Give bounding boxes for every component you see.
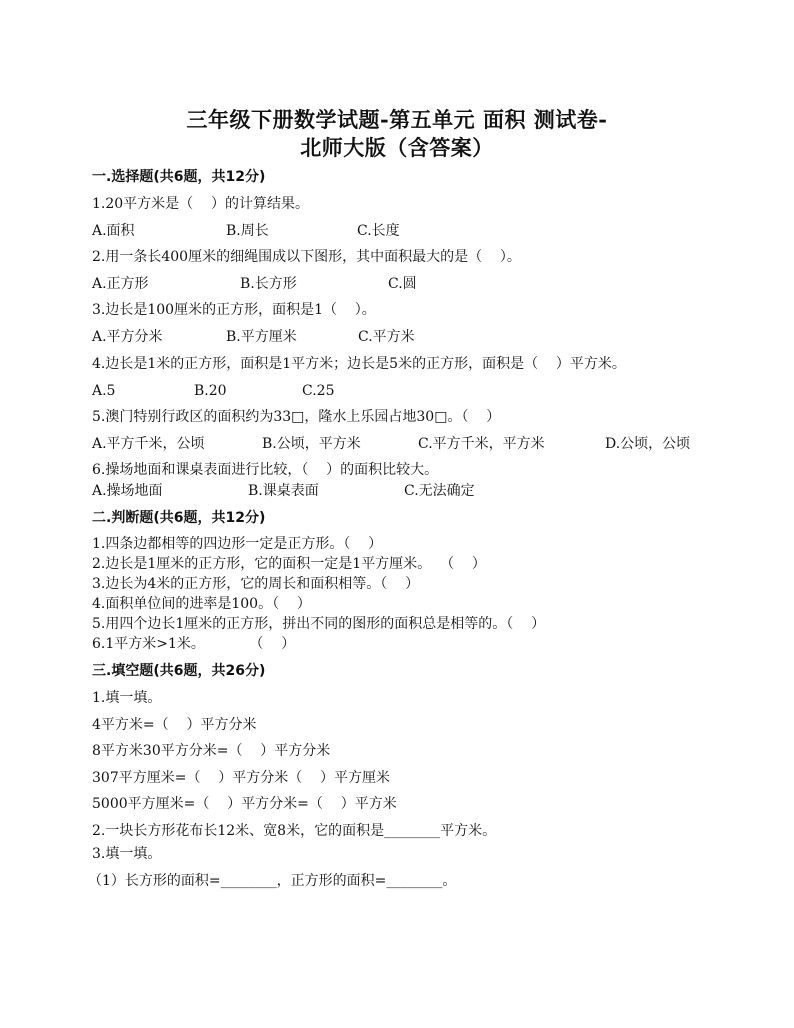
option-d: D.公顷，公顷 — [605, 436, 691, 452]
option-b: B.公顷，平方米 — [262, 436, 361, 452]
option-b: B.周长 — [226, 223, 269, 239]
question-text: 2.用一条长400厘米的细绳围成以下图形，其中面积最大的是（ ）。 — [92, 249, 521, 265]
option-b: B.20 — [194, 383, 227, 399]
judgement-item: 2.边长是1厘米的正方形，它的面积一定是1平方厘米。 （ ） — [92, 556, 486, 572]
question-text: 6.操场地面和课桌表面进行比较，（ ）的面积比较大。 — [92, 462, 439, 478]
option-b: B.平方厘米 — [226, 329, 297, 345]
question-text: 5.澳门特别行政区的面积约为33□，隆水上乐园占地30□。（ ） — [92, 409, 501, 425]
fill-item: 307平方厘米=（ ）平方分米（ ）平方厘米 — [92, 770, 391, 786]
option-c: C.圆 — [388, 276, 417, 292]
section-heading-choice: 一.选择题(共6题，共12分) — [92, 169, 266, 185]
option-a: A.平方千米，公顷 — [92, 436, 205, 452]
option-c: C.平方千米，平方米 — [418, 436, 545, 452]
exam-title-line2: 北师大版（含答案） — [300, 135, 494, 160]
judgement-item: 4.面积单位间的进率是100。（ ） — [92, 596, 311, 612]
judgement-item: 3.边长为4米的正方形，它的周长和面积相等。（ ） — [92, 576, 420, 592]
question-text: 3.边长是100厘米的正方形，面积是1（ ）。 — [92, 302, 376, 318]
option-a: A.操场地面 — [92, 483, 163, 499]
option-c: C.长度 — [357, 223, 400, 239]
fill-item: 4平方米=（ ）平方分米 — [92, 717, 257, 733]
question-text: 1.填一填。 — [92, 690, 162, 706]
question-text: 4.边长是1米的正方形，面积是1平方米；边长是5米的正方形，面积是（ ）平方米。 — [92, 356, 626, 372]
option-c: C.无法确定 — [404, 483, 475, 499]
fill-item: 5000平方厘米=（ ）平方分米=（ ）平方米 — [92, 796, 397, 812]
fill-item: 8平方米30平方分米=（ ）平方分米 — [92, 743, 331, 759]
option-c: C.25 — [302, 383, 335, 399]
option-b: B.长方形 — [240, 276, 297, 292]
judgement-item: 6.1平方米>1米。 （ ） — [92, 636, 296, 652]
option-a: A.正方形 — [92, 276, 149, 292]
question-text: 1.20平方米是（ ）的计算结果。 — [92, 196, 309, 212]
option-c: C.平方米 — [358, 329, 415, 345]
option-a: A.面积 — [92, 223, 135, 239]
section-heading-fill: 三.填空题(共6题，共26分) — [92, 663, 266, 679]
exam-title-line1: 三年级下册数学试题-第五单元 面积 测试卷- — [186, 107, 608, 132]
option-a: A.平方分米 — [92, 329, 163, 345]
question-text: 3.填一填。 — [92, 846, 162, 862]
option-b: B.课桌表面 — [248, 483, 319, 499]
judgement-item: 5.用四个边长1厘米的正方形，拼出不同的图形的面积总是相等的。（ ） — [92, 616, 546, 632]
judgement-item: 1.四条边都相等的四边形一定是正方形。（ ） — [92, 536, 383, 552]
section-heading-judgement: 二.判断题(共6题，共12分) — [92, 510, 266, 526]
fill-item: （1）长方形的面积=________，正方形的面积=________。 — [88, 873, 457, 889]
question-text: 2.一块长方形花布长12米、宽8米，它的面积是________平方米。 — [92, 823, 497, 839]
option-a: A.5 — [92, 383, 116, 399]
